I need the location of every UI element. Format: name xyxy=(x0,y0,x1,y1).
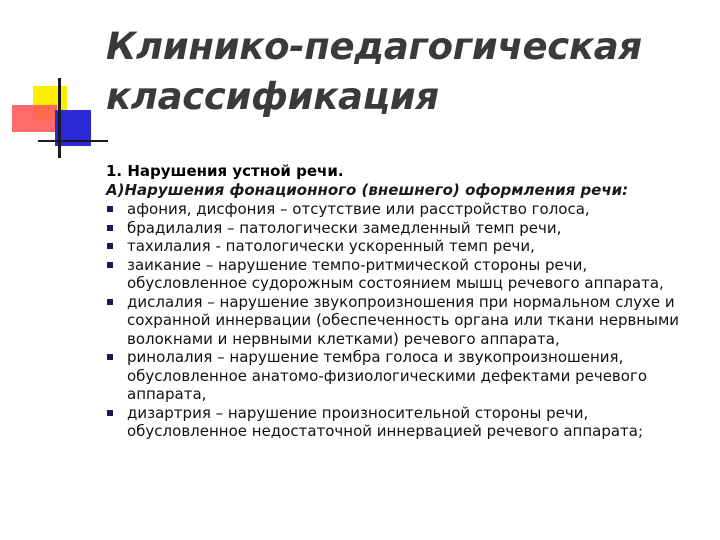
list-item xyxy=(106,404,706,441)
square-bullet-icon xyxy=(107,243,113,249)
list-item-text: брадилалия – патологически замедленный темп речи, xyxy=(127,218,562,237)
list-item-text: тахилалия - патологически ускоренный темп речи, xyxy=(127,237,535,255)
square-bullet-icon xyxy=(107,206,113,212)
list-item xyxy=(106,237,706,256)
slide-content xyxy=(106,162,706,441)
logo-red-square xyxy=(12,105,57,132)
list-item xyxy=(106,200,706,219)
square-bullet-icon xyxy=(107,299,113,305)
logo-horizontal-line xyxy=(38,140,108,142)
list-item xyxy=(106,256,706,293)
list-item xyxy=(106,219,706,238)
square-bullet-icon xyxy=(107,225,113,231)
list-item-text: заикание – нарушение темпо-ритмической стороны речи, обусловленное судорожным состоянием мышц речевого аппарата, xyxy=(127,255,664,292)
list-item xyxy=(106,293,706,349)
list-item-text: ринолалия – нарушение тембра голоса и звукопроизношения, обусловленное анатомо-физиологическими дефектами речевого аппарата, xyxy=(127,348,648,403)
slide-title: Клинико-педагогическая классификация xyxy=(106,25,642,118)
square-bullet-icon xyxy=(107,262,113,268)
disorder-list xyxy=(106,200,706,441)
list-item xyxy=(106,348,706,404)
subsection-title: А)Нарушения фонационного (внешнего) оформления речи: xyxy=(106,180,629,199)
list-item-text: афония, дисфония – отсутствие или расстройство голоса, xyxy=(127,200,590,218)
square-bullet-icon xyxy=(107,354,113,360)
logo-vertical-line xyxy=(58,78,61,158)
square-bullet-icon xyxy=(107,410,113,416)
section-title: 1. Нарушения устной речи. xyxy=(106,162,344,180)
decorative-logo xyxy=(0,0,110,170)
list-item-text: дизартрия – нарушение произносительной стороны речи, обусловленное недостаточной иннервацией речевого аппарата; xyxy=(127,403,644,440)
list-item-text: дислалия – нарушение звукопроизношения при нормальном слухе и сохранной иннервации (обеспеченность органа или ткани нервными волокнами и нервными клетками) речевого аппарата, xyxy=(127,292,680,348)
